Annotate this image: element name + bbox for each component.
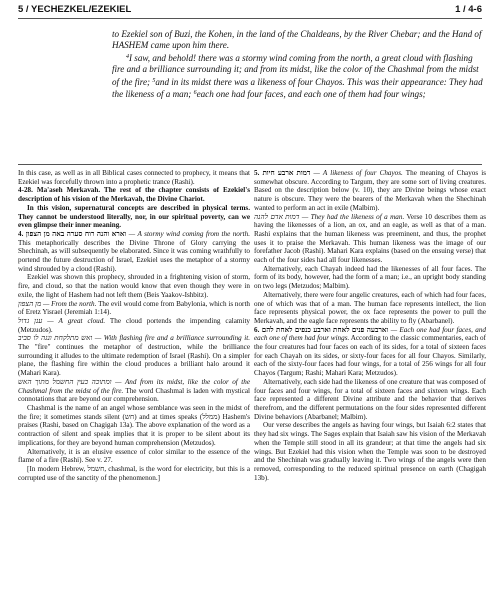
translation-text: I saw, and behold! there was a stormy wind coming from the north, a great cloud with flashing fire and a brilliance surrounding it; and from its midst, like the color of the Chashmal from the midst of the fire; <box>112 52 479 87</box>
commentary-text: This metaphorically describes the Divine Throne of Glory carrying the Shechinah, as will subsequently be elaborated. Since it was coming wrathfully to portend the future destruction of Israel, Ezekiel uses the metaphor of a stormy wind shrouded by a cloud (Rashi). <box>18 238 250 273</box>
commentary-text: Verse 10 describes them as having the likenesses of a lion, an ox, and an eagle, as well as that of a man. Rashi explains that the human likeness was preeminent, and thus, the prophet uses it to praise the Merkavah. This human likeness was the image of our forefather Jacob (Rashi). Mahari Kara explains (based on the ensuing verse) that each of the four sides had all four likenesses. <box>254 212 486 265</box>
commentary-paragraph: Alternatively, it is an elusive essence of color similar to the essence of the flame of a fire (Rashi). See v. 27. <box>18 447 250 465</box>
commentary-paragraph: Alternatively, each side had the likeness of one creature that was composed of four faces and four wings, for a total of sixteen faces and sixteen wings. Each face represented a different Divine attribute and the behavior that derives therefrom, and the different permutations on the four sides represented different Divine behaviors (Abarbanel; Malbim). <box>254 377 486 421</box>
commentary-paragraph: In this case, as well as in all Biblical cases connected to prophecy, it means that Ezekiel was forcefully thrown into a prophetic trance (Rashi). <box>18 169 250 186</box>
commentary-paragraph <box>18 378 250 404</box>
commentary-paragraph: Alternatively, each Chayah indeed had the likenesses of all four faces. The form of its body, however, had the form of a man; i.e., an upright body standing on two legs (Metzudos; Malbim). <box>254 264 486 291</box>
lemma: ואש מתלקחת ונגה לו סביב — With flashing fire and a brilliance surrounding it. <box>18 334 250 343</box>
commentary-paragraph <box>18 317 250 334</box>
commentary-paragraph <box>18 230 250 274</box>
translation-paragraph <box>112 29 484 52</box>
translation-text: each one had four faces, and each one of them had four wings; <box>196 89 426 100</box>
commentary-text: The cloud portends the impending calamity (Metzudos). <box>18 316 250 334</box>
translation-text: to Ezekiel son of Buzi, the Kohen, in the land of the Chaldeans, by the River Chebar; and the Hand of HASHEM came upon him there. <box>112 29 482 51</box>
header-book-title: 5 / YECHEZKEL/EZEKIEL <box>18 4 132 15</box>
commentary-paragraph: Ezekiel was shown this prophecy, shrouded in a frightening vision of storm, fire, and cloud, so that the nation would know that even though they were in exile, the light of Hashem had not left them (Beis Yaakov-Ishbitz). <box>18 273 250 299</box>
commentary-rule <box>18 164 482 165</box>
section-heading: 4-28. Ma'aseh Merkavah. The rest of the chapter consists of Ezekiel's description of his vision of the Merkavah, the Divine Chariot. <box>18 186 250 204</box>
header-rule <box>18 18 482 19</box>
commentary-left-column <box>18 169 250 589</box>
commentary-paragraph <box>254 169 486 213</box>
commentary-paragraph <box>254 213 486 265</box>
lemma: 5. דמות ארבע חיות <box>254 169 311 177</box>
commentary-text: The evil would come from Babylonia, which is north of Eretz Yisrael (Jeremiah 1:14). <box>18 299 250 317</box>
lemma: 6. וארבעה פנים לאחת וארבע כנפים לאחת להם <box>254 325 389 334</box>
translation-text: and in its midst there was a likeness of four Chayos. This was their appearance: They had the likeness of a man; <box>112 76 483 100</box>
running-header <box>0 0 500 18</box>
commentary-paragraph: Alternatively, there were four angelic creatures, each of which had four faces, one of which was that of a man. The human face represents intellect, the lion face represents physical power, the ox face represents the power to pull the Merkavah, and the eagle face represents the ability to fly (Abarbanel). <box>254 290 486 325</box>
header-chapter-verse: 1 / 4-6 <box>455 4 482 15</box>
commentary-text: The word Chashmal is laden with mystical connotations that are beyond our comprehension. <box>18 386 250 404</box>
commentary-text: According to the classic commentaries, each of the four creatures had four faces on each of its sides, for a total of sixteen faces for each Chayah on its sides, or sixty-four faces for all four Chayos. Similarly, each of the sixty-four faces had four wings, for a total of 256 wings for all four Chayos (Targum; Rashi; Mahari Kara; Metzudos). <box>254 334 486 378</box>
commentary-paragraph: Chashmal is the name of an angel whose semblance was seen in the midst of the fire; it sometimes stands silent (חש) and at times speaks (ממלל) Hashem's praises (Rashi, based on Chagigah 13a). The above explanation of the word as a contraction of silent and speak implies that it is proper to be silent about its implications, for they are beyond human comprehension (Metzudos). <box>18 403 250 447</box>
lemma: 4. וארא והנה רוח סערה באה מן הצפון <box>18 229 127 238</box>
lemma: מן הצפון — From the north. <box>18 299 97 308</box>
verse-number: 6 <box>193 90 197 97</box>
commentary-text: The meaning of Chayos is somewhat obscure. According to Targum, they are some sort of living creatures. Based on the description below (v. 10), they are Divine beings whose exact nature is obscure. They were the bearers of the Merkavah when the Shechinah wanted to perform an act in exile (Malbim). <box>254 169 486 212</box>
lemma: דמות אדם להנה — They had the likeness of a man. <box>254 212 405 221</box>
commentary-paragraph: Our verse describes the angels as having four wings, but Isaiah 6:2 states that they had six wings. The Sages explain that Isaiah saw his vision of the Merkavah when the Temple still stood in all its grandeur; at that time the angels had six wings. But Ezekiel had this vision when the Temple was soon to be destroyed and the Shechinah was gradually leaving it. Two wings of the angels were then removed, corresponding to the reduced spiritual presence on earth (Chagigah 13b). <box>254 421 486 482</box>
translation-paragraph <box>112 52 484 101</box>
lemma-gloss: — A stormy wind coming from the north. <box>128 229 250 238</box>
translation-block <box>112 29 484 100</box>
commentary-note-bold: In this vision, supernatural concepts are described in physical terms. They cannot be understood literally, nor, in our spiritual poverty, can we even glimpse their inner meaning. <box>18 203 250 230</box>
commentary-paragraph <box>254 326 486 378</box>
lemma: ומתוכה כעין החשמל מתוך האש — And from its midst, like the color of the Chashmal from the midst of the fire. <box>18 377 250 395</box>
lemma: ענן גדול — A great cloud. <box>18 316 106 325</box>
lemma-gloss: — Each one had four faces, and each one of them had four wings. <box>254 325 486 343</box>
commentary-paragraph <box>18 334 250 378</box>
commentary-paragraph: [In modern Hebrew, חשמל, chashmal, is the word for electricity, but this is a corrupted use of the sanctity of the phenomenon.] <box>18 464 250 482</box>
commentary-text: The "fire" continues the metaphor of destruction, while the brilliance surrounding it alludes to the ultimate redemption of Israel (Rashi). On a simpler plane, the flashing fire within the cloud produces a brilliant halo around it (Mahari Kara). <box>18 343 250 378</box>
verse-number: 4 <box>126 53 129 60</box>
commentary-paragraph <box>18 300 250 317</box>
commentary-right-column <box>254 169 486 589</box>
verse-number: 5 <box>152 77 156 84</box>
lemma-gloss: — A likeness of four Chayos. <box>313 169 403 177</box>
